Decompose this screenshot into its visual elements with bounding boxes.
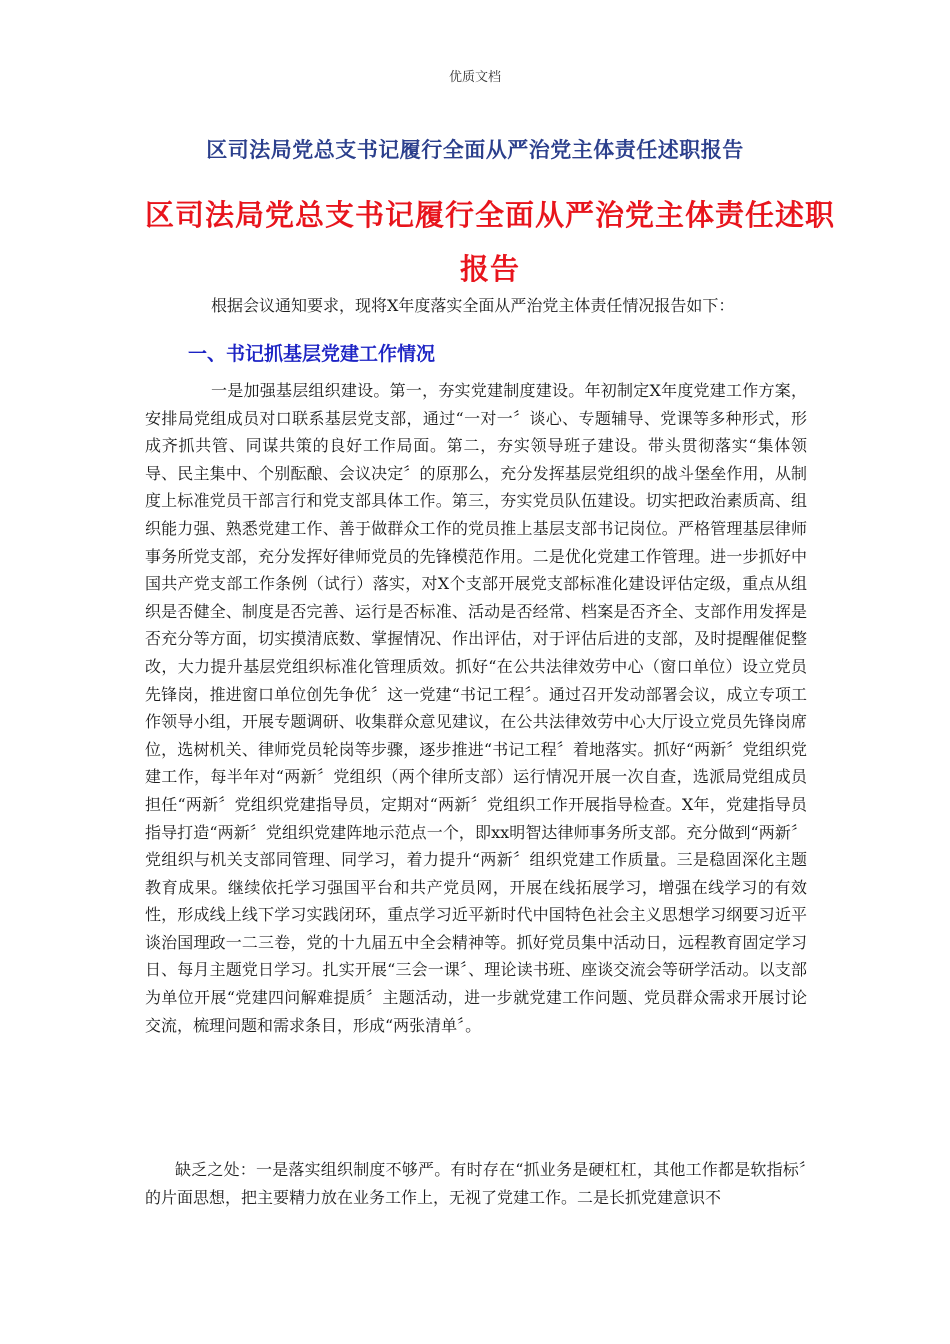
shortcomings-paragraph: 缺乏之处：一是落实组织制度不够严。有时存在“抓业务是硬杠杠，其他工作都是软指标〞的片面思想，把主要精力放在业务工作上，无视了党建工作。二是长抓党建意识不 [145,1160,807,1207]
body-paragraph: 一是加强基层组织建设。第一，夯实党建制度建设。年初制定X年度党建工作方案，安排局党组成员对口联系基层党支部，通过“一对一〞谈心、专题辅导、党课等多种形式，形成齐抓共管、同谋共策的良好工作局面。第二，夯实领导班子建设。带头贯彻落实“集体领导、民主集中、个别酝酿、会议决定〞的原那么，充分发挥基层党组织的战斗堡垒作用，从制度上标准党员干部言行和党支部具体工作。第三，夯实党员队伍建设。切实把政治素质高、组织能力强、熟悉党建工作、善于做群众工作的党员推上基层支部书记岗位。严格管理基层律师事务所党支部，充分发挥好律师党员的先锋模范作用。二是优化党建工作管理。进一步抓好中国共产党支部工作条例（试行）落实，对X个支部开展党支部标准化建设评估定级，重点从组织是否健全、制度是否完善、运行是否标准、活动是否经常、档案是否齐全、支部作用发挥是否充分等方面，切实摸清底数、掌握情况、作出评估，对于评估后进的支部，及时提醒催促整改，大力提升基层党组织标准化管理质效。抓好“在公共法律效劳中心（窗口单位）设立党员先锋岗，推进窗口单位创先争优〞这一党建“书记工程〞。通过召开发动部署会议，成立专项工作领导小组，开展专题调研、收集群众意见建议，在公共法律效劳中心大厅设立党员先锋岗席位，选树机关、律师党员轮岗等步骤，逐步推进“书记工程〞着地落实。抓好“两新〞党组织党建工作，每半年对“两新〞党组织（两个律所支部）运行情况开展一次自查，选派局党组成员担任“两新〞党组织党建指导员，定期对“两新〞党组织工作开展指导检查。X年，党建指导员指导打造“两新〞党组织党建阵地示范点一个，即xx明智达律师事务所支部。充分做到“两新〞党组织与机关支部同管理、同学习，着力提升“两新〞组织党建工作质量。三是稳固深化主题教育成果。继续依托学习强国平台和共产党员网，开展在线拓展学习，增强在线学习的有效性，形成线上线下学习实践闭环，重点学习近平新时代中国特色社会主义思想学习纲要习近平谈治国理政一二三卷，党的十九届五中全会精神等。抓好党员集中活动日，远程教育固定学习日、每月主题党日学习。扎实开展“三会一课〞、理论读书班、座谈交流会等研学活动。以支部为单位开展“党建四问解难提质〞主题活动，进一步就党建工作问题、党员群众需求开展讨论交流，梳理问题和需求条目，形成“两张清单〞。 [145,381,807,1035]
page-header: 优质文档 [448,70,501,85]
intro-paragraph: 根据会议通知要求，现将X年度落实全面从严治党主体责任情况报告如下： [211,296,735,315]
section-heading: 一、书记抓基层党建工作情况 [188,343,436,365]
document-title: 区司法局党总支书记履行全面从严治党主体责任述职报告 [206,138,744,162]
main-title: 区司法局党总支书记履行全面从严治党主体责任述职报告 [144,198,835,286]
